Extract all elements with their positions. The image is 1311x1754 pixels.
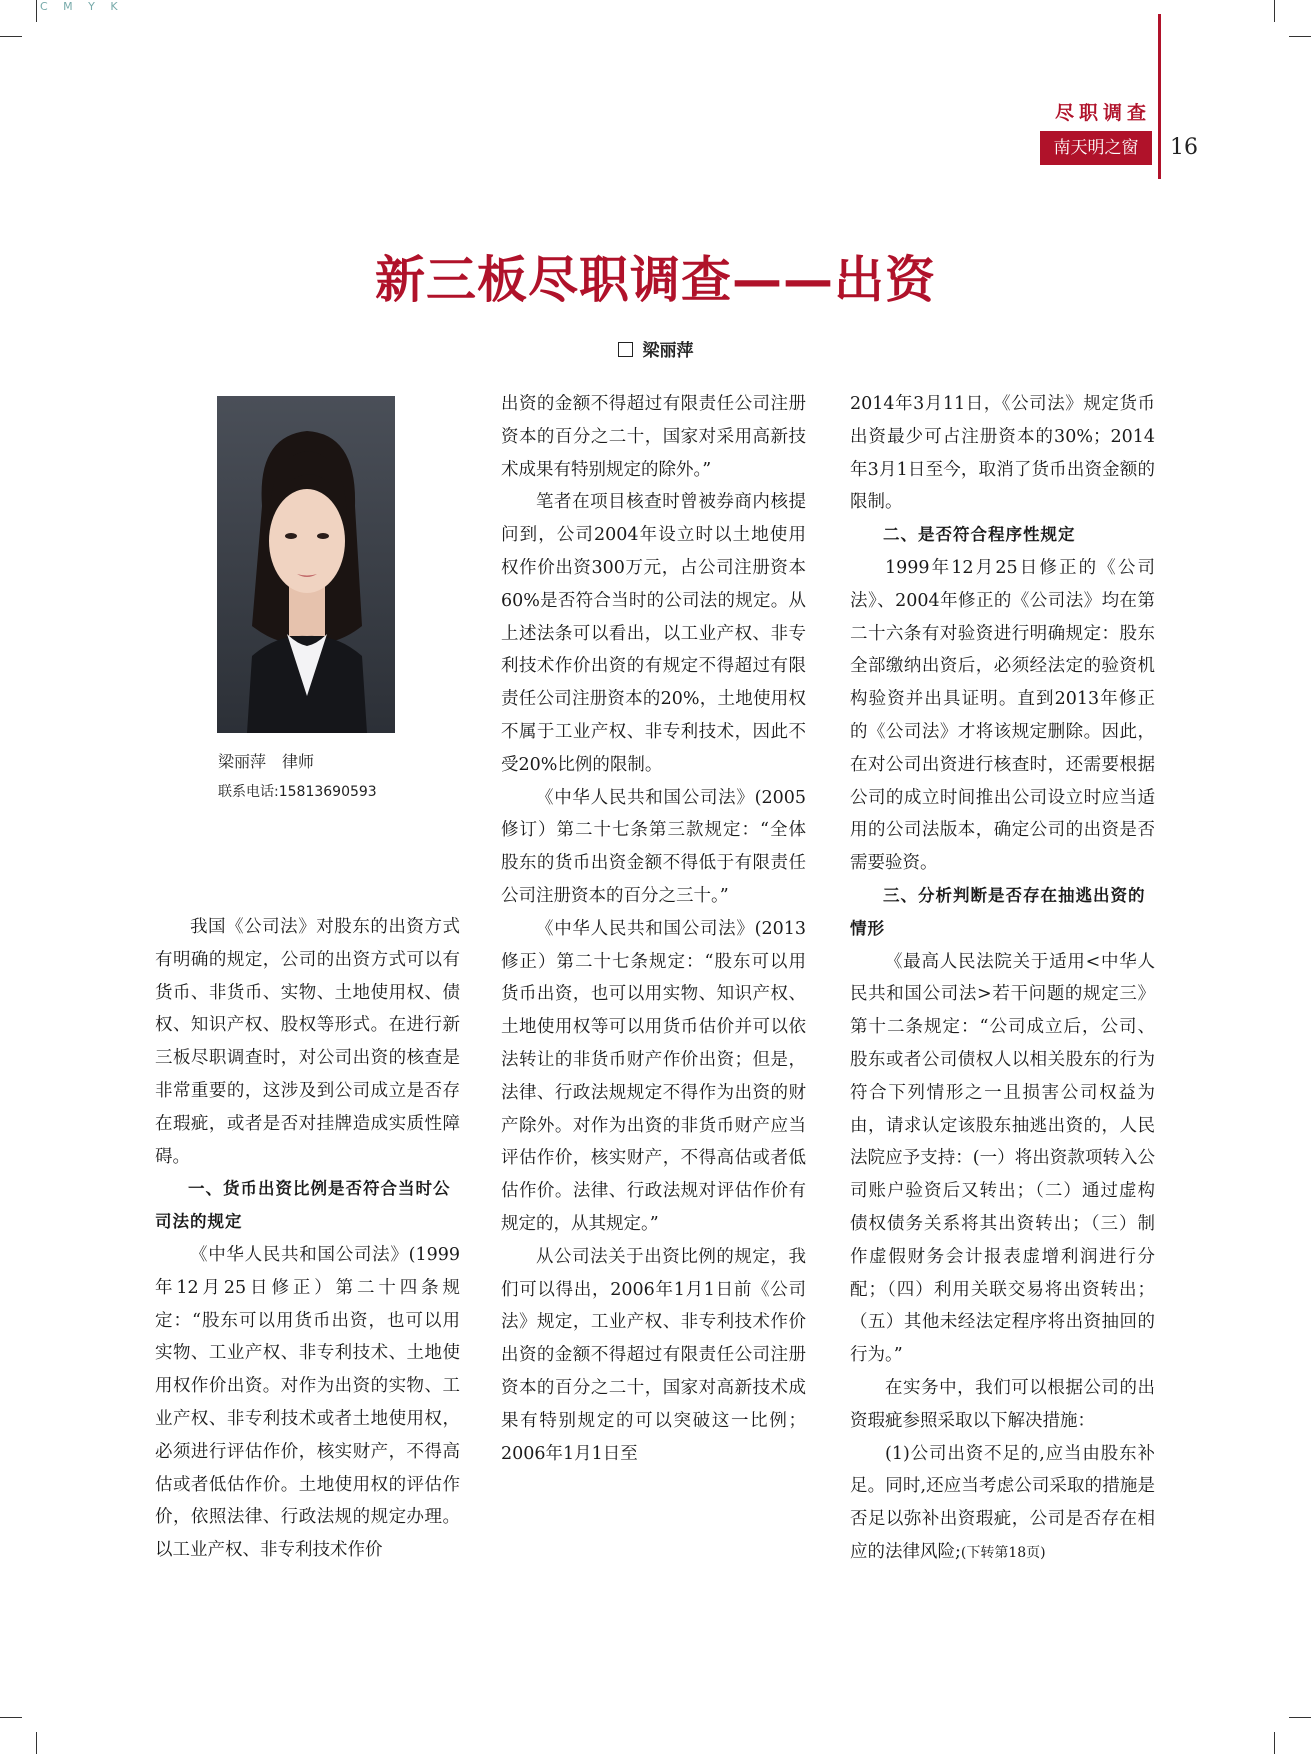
crop-mark	[1289, 36, 1311, 37]
column-3	[850, 388, 1155, 1570]
paragraph: 在实务中，我们可以根据公司的出资瑕疵参照采取以下解决措施：	[850, 1377, 1155, 1431]
paragraph-text: (1)公司出资不足的,应当由股东补足。同时,还应当考虑公司采取的措施是否足以弥补出资瑕疵，公司是否存在相应的法律风险;	[850, 1443, 1155, 1562]
paragraph: 笔者在项目核查时曾被券商内核提问到，公司2004年设立时以土地使用权作价出资300万元，占公司注册资本60%是否符合当时的公司法的规定。从上述法条可以看出，以工业产权、非专利技术作价出资的有规定不得超过有限责任公司注册资本的20%，土地使用权不属于工业产权、非专利技术，因此不受20%比例的限制。	[501, 492, 806, 775]
paragraph: 我国《公司法》对股东的出资方式有明确的规定，公司的出资方式可以有货币、非货币、实物、土地使用权、债权、知识产权、股权等形式。在进行新三板尽职调查时，对公司出资的核查是非常重要的，这涉及到公司成立是否存在瑕疵，或者是否对挂牌造成实质性障碍。	[155, 917, 460, 1167]
square-icon	[618, 342, 633, 357]
crop-mark	[1274, 0, 1275, 22]
paragraph: 《中华人民共和国公司法》(1999年12月25日修正）第二十四条规定：“股东可以用货币出资，也可以用实物、工业产权、非专利技术、土地使用权作价出资。对作为出资的实物、工业产权、非专利技术或者土地使用权，必须进行评估作价，核实财产，不得高估或者低估作价。土地使用权的评估作价，依照法律、行政法规的规定办理。以工业产权、非专利技术作价	[155, 1244, 460, 1561]
author-name-title: 梁丽萍 律师	[218, 752, 315, 771]
paragraph	[850, 1438, 1155, 1570]
subheading: 三、分析判断是否存在抽逃出资的情形	[850, 885, 1146, 938]
crop-mark	[0, 36, 22, 37]
column-2	[501, 388, 806, 1470]
column-1	[155, 911, 460, 1567]
magazine-name: 南天明之窗	[1040, 131, 1152, 165]
header-divider	[1158, 14, 1161, 179]
crop-mark	[36, 0, 37, 22]
crop-mark	[1289, 1717, 1311, 1718]
crop-mark	[36, 1732, 37, 1754]
subheading: 二、是否符合程序性规定	[883, 525, 1076, 545]
crop-mark	[1274, 1732, 1275, 1754]
paragraph: 《中华人民共和国公司法》(2013修正）第二十七条规定：“股东可以用货币出资，也可以用实物、知识产权、土地使用权等可以用货币估价并可以依法转让的非货币财产作价出资；但是，法律、行政法规规定不得作为出资的财产除外。对作为出资的非货币财产应当评估作价，核实财产，不得高估或者低估作价。法律、行政法规对评估作价有规定的，从其规定。”	[501, 918, 806, 1234]
paragraph: 2014年3月11日，《公司法》规定货币出资最少可占注册资本的30%；2014年3月1日至今，取消了货币出资金额的限制。	[850, 394, 1155, 513]
page-number: 16	[1170, 135, 1198, 160]
cmyk-marker: C M Y K	[40, 0, 124, 13]
paragraph: 从公司法关于出资比例的规定，我们可以得出，2006年1月1日前《公司法》规定，工业产权、非专利技术作价出资的金额不得超过有限责任公司注册资本的百分之二十，国家对高新技术成果有特别规定的可以突破这一比例；2006年1月1日至	[501, 1246, 806, 1464]
portrait-image	[217, 396, 395, 733]
author-photo	[217, 396, 395, 733]
article-title: 新三板尽职调查——出资	[375, 251, 936, 309]
section-heading: 尽职调查	[1054, 102, 1151, 124]
paragraph: 《中华人民共和国公司法》(2005修订）第二十七条第三款规定：“全体股东的货币出资金额不得低于有限责任公司注册资本的百分之三十。”	[501, 787, 806, 906]
subheading: 一、货币出资比例是否符合当时公司法的规定	[155, 1179, 451, 1232]
article-author	[0, 336, 1311, 361]
paragraph: 出资的金额不得超过有限责任公司注册资本的百分之二十，国家对采用高新技术成果有特别规定的除外。”	[501, 394, 806, 480]
author-name: 梁丽萍	[642, 341, 694, 361]
paragraph: 1999年12月25日修正的《公司法》、2004年修正的《公司法》均在第二十六条有对验资进行明确规定：股东全部缴纳出资后，必须经法定的验资机构验资并出具证明。直到2013年修正的《公司法》才将该规定删除。因此，在对公司出资进行核查时，还需要根据公司的成立时间推出公司设立时应当适用的公司法版本，确定公司的出资是否需要验资。	[850, 557, 1155, 874]
author-contact: 联系电话:15813690593	[218, 784, 377, 800]
crop-mark	[0, 1717, 22, 1718]
paragraph: 《最高人民法院关于适用<中华人民共和国公司法>若干问题的规定三》第十二条规定：“公司成立后，公司、股东或者公司债权人以相关股东的行为符合下列情形之一且损害公司权益为由，请求认定该股东抽逃出资的，人民法院应予支持：(一）将出资款项转入公司账户验资后又转出；（二）通过虚构债权债务关系将其出资转出；（三）制作虚假财务会计报表虚增利润进行分配；（四）利用关联交易将出资转出；（五）其他未经法定程序将出资抽回的行为。”	[850, 951, 1155, 1366]
continued-note: (下转第18页)	[960, 1544, 1046, 1561]
